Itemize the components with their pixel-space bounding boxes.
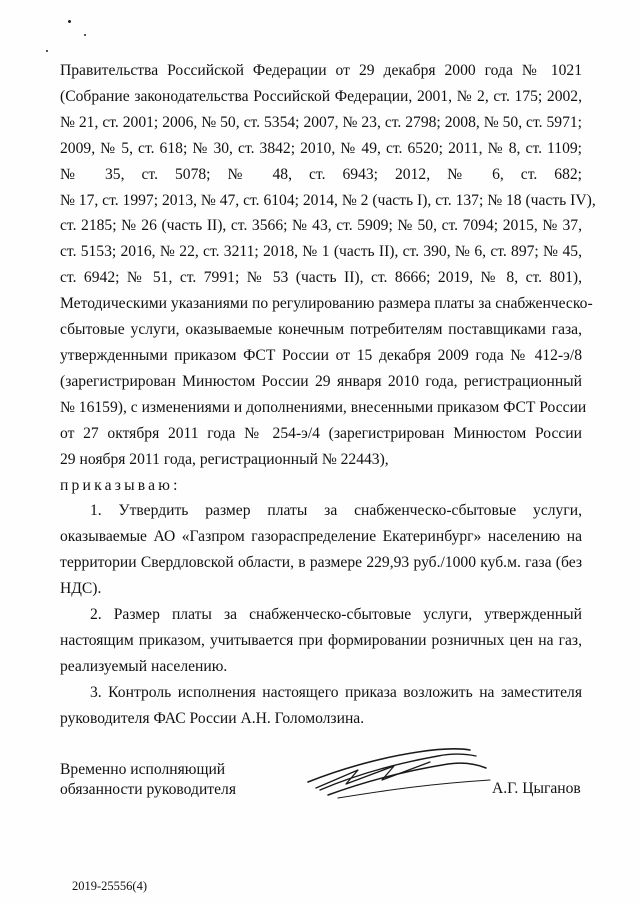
body-line: утвержденными приказом ФСТ России от 15 декабря 2009 года № 412-э/8 [60,346,582,364]
scan-speck [68,20,71,23]
body-line: № 17, ст. 1997; 2013, № 47, ст. 6104; 2014, № 2 (часть I), ст. 137; № 18 (часть IV), [60,191,596,209]
body-line: (зарегистрирован Минюстом России 29 января 2010 года, регистрационный [60,372,582,390]
body-line: № 35, ст. 5078; № 48, ст. 6943; 2012, № 6, ст. 682; [60,165,582,183]
body-line: от 27 октября 2011 года № 254-э/4 (зарегистрирован Минюстом России [60,424,582,442]
body-line: 2009, № 5, ст. 618; № 30, ст. 3842; 2010, № 49, ст. 6520; 2011, № 8, ст. 1109; [60,139,582,157]
body-line: № 21, ст. 2001; 2006, № 50, ст. 5354; 2007, № 23, ст. 2798; 2008, № 50, ст. 5971; [60,113,582,131]
item-1-line: НДС). [60,580,102,598]
body-line: Правительства Российской Федерации от 29 декабря 2000 года № 1021 [60,62,582,79]
body-line: ст. 5153; 2016, № 22, ст. 3211; 2018, № 1 (часть II), ст. 390, № 6, ст. 897; № 45, [60,243,582,261]
signer-name: А.Г. Цыганов [492,780,581,797]
position-line: Временно исполняющий [60,761,226,778]
body-line: № 16159), с изменениями и дополнениями, внесенными приказом ФСТ России [60,398,587,416]
body-line: сбытовые услуги, оказываемые конечным потребителям поставщиками газа, [60,321,582,339]
body-line: (Собрание законодательства Российской Федерации, 2001, № 2, ст. 175; 2002, [60,87,582,105]
item-3-line: 3. Контроль исполнения настоящего приказа возложить на заместителя [90,683,582,701]
item-2-line: реализуемый населению. [60,657,228,675]
scan-speck [84,34,86,36]
item-3-line: руководителя ФАС России А.Н. Голомолзина. [60,709,365,727]
item-1-line: 1. Утвердить размер платы за снабженческо-сбытовые услуги, [90,502,582,520]
body-line: ст. 6942; № 51, ст. 7991; № 53 (часть II), ст. 8666; 2019, № 8, ст. 801), [60,269,582,287]
item-2-line: настоящим приказом, учитывается при формировании розничных цен на газ, [60,631,582,649]
item-1-line: территории Свердловской области, в размере 229,93 руб./1000 куб.м. газа (без [60,554,582,572]
item-2-line: 2. Размер платы за снабженческо-сбытовые услуги, утвержденный [90,606,582,624]
item-1-line: оказываемые АО «Газпром газораспределение Екатеринбург» населению на [60,528,582,546]
body-line: 29 ноября 2011 года, регистрационный № 22443), [60,450,389,468]
document-body [60,58,596,732]
signatory-position [60,760,236,800]
body-line: ст. 2185; № 26 (часть II), ст. 3566; № 43, ст. 5909; № 50, ст. 7094; 2015, № 37, [60,217,582,235]
order-word: приказываю: [60,476,181,494]
position-line: обязанности руководителя [60,781,236,798]
body-line: Методическими указаниями по регулированию размера платы за снабженческо- [60,295,593,313]
document-number: 2019-25556(4) [72,879,147,893]
handwritten-signature [298,740,498,810]
scan-speck [46,50,48,52]
